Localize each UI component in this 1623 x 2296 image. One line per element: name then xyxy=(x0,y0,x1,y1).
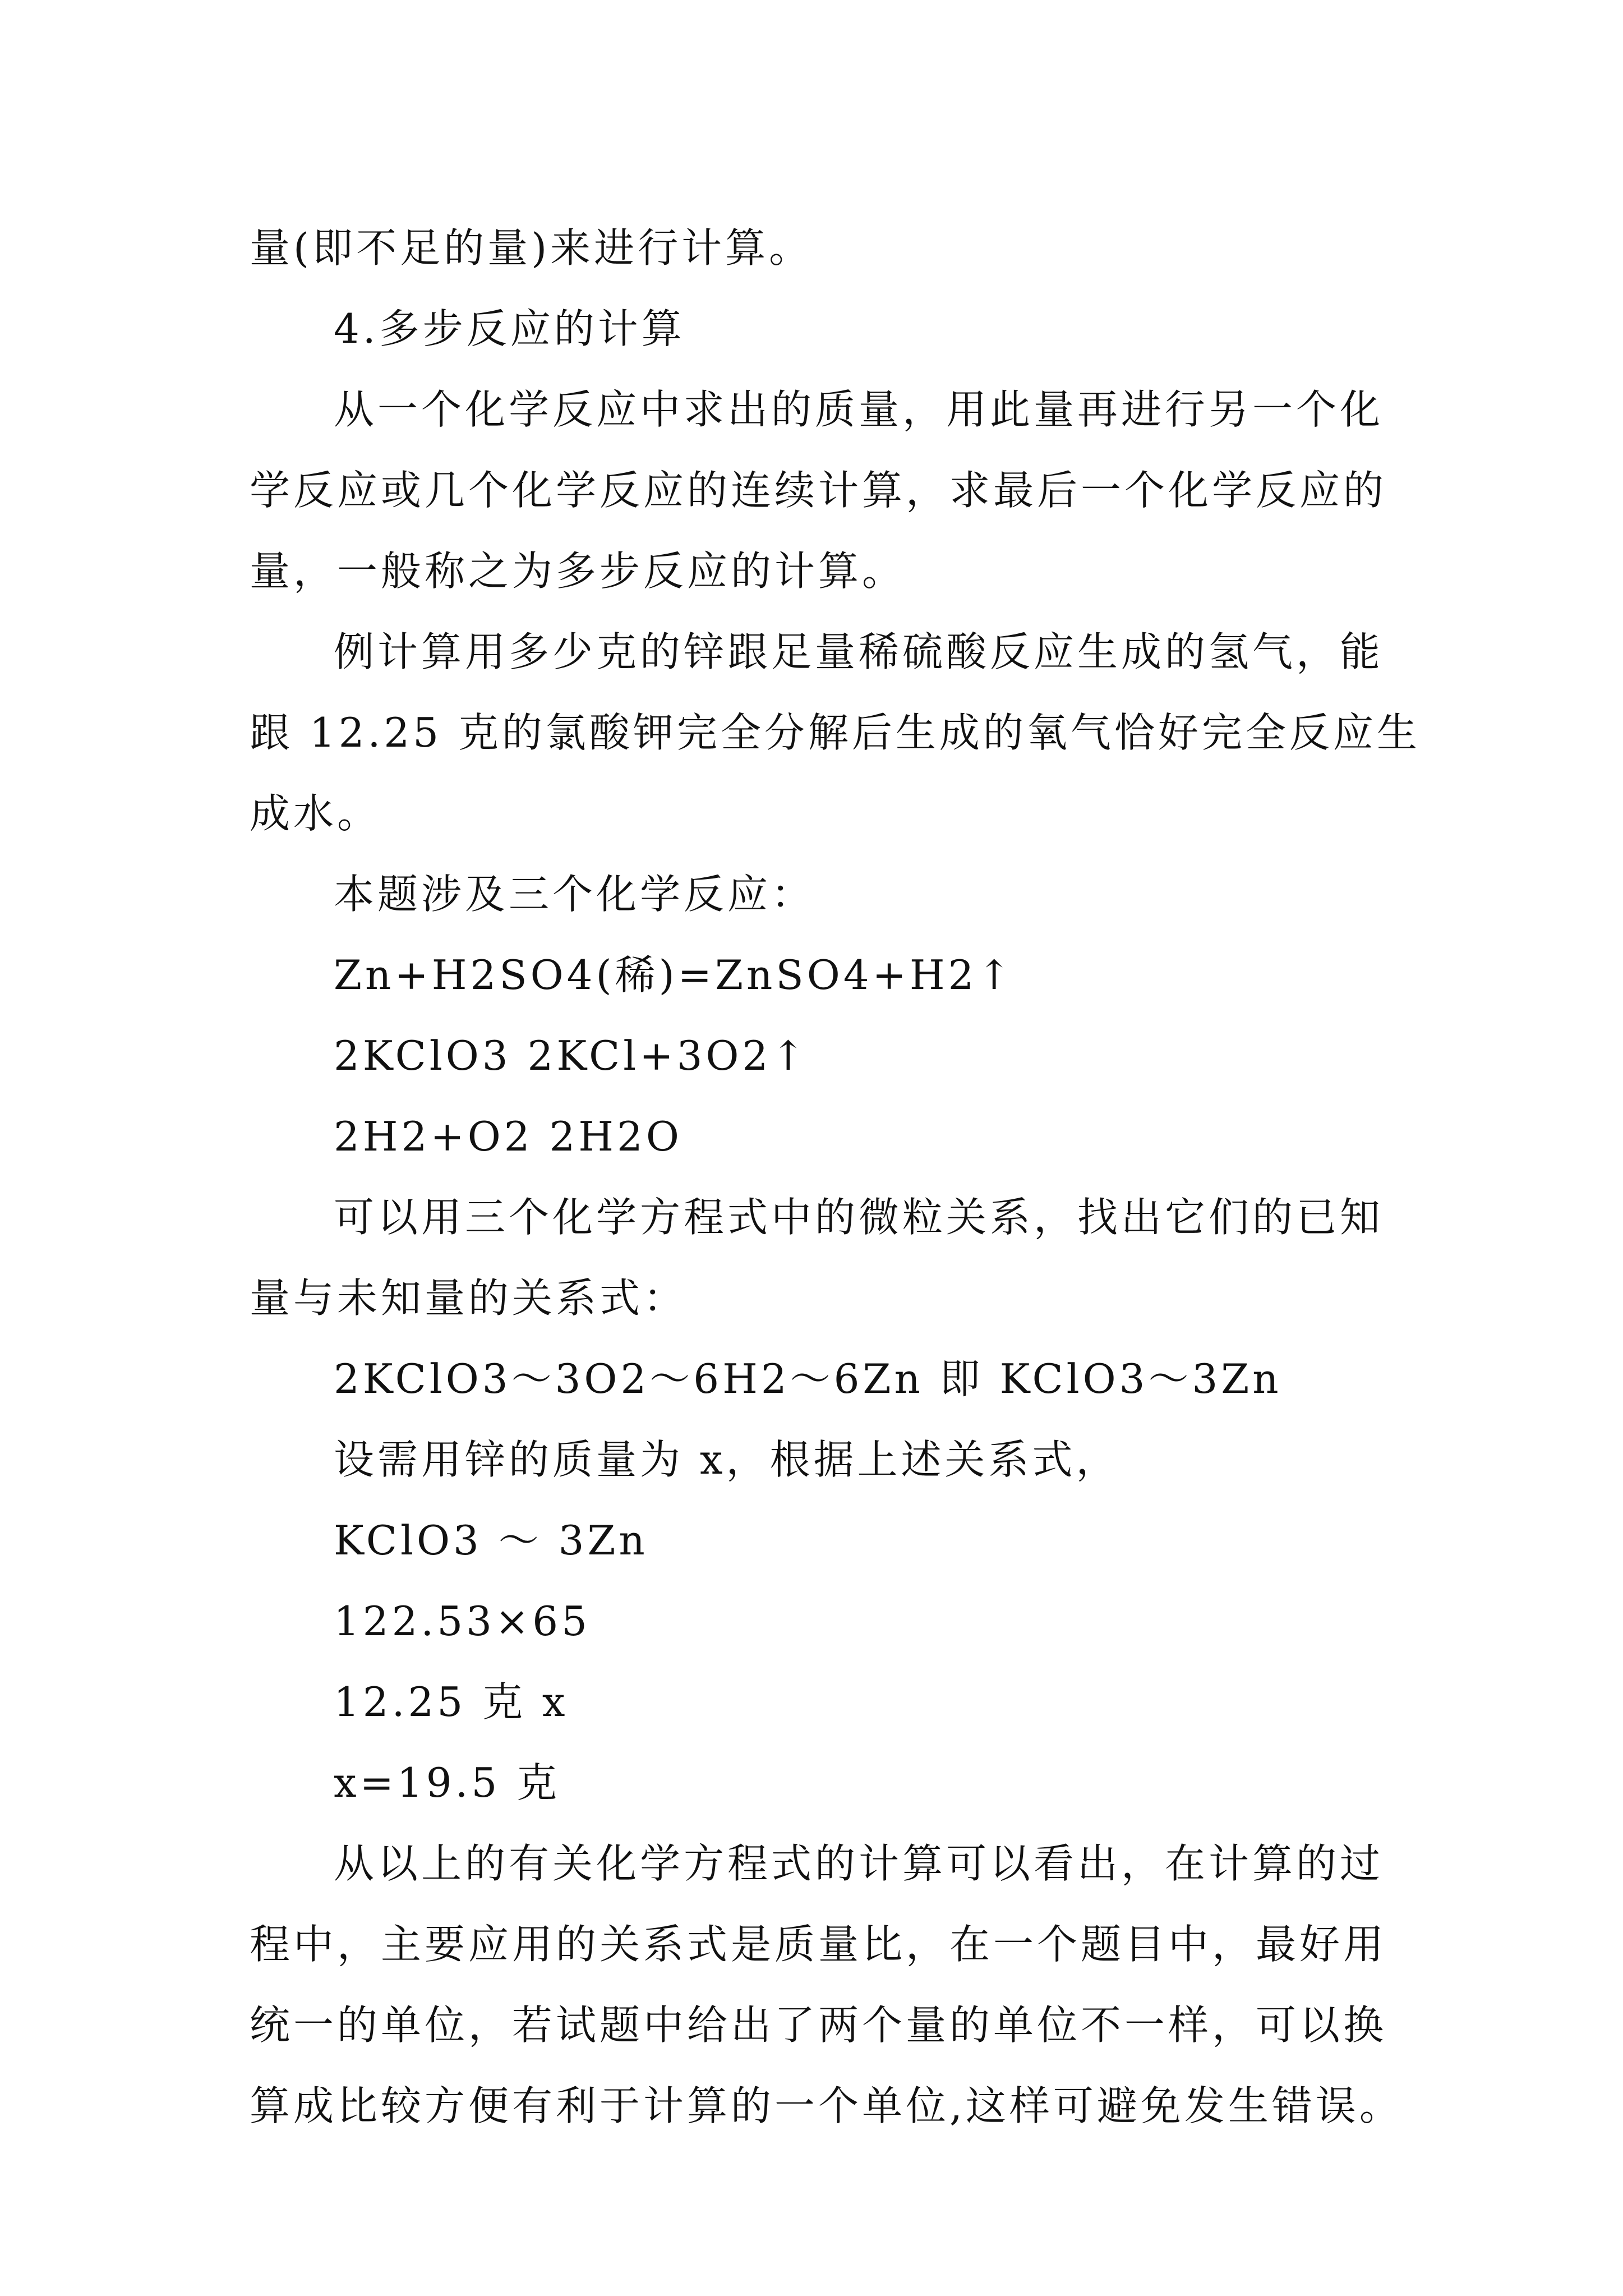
text-line-5: 量，一般称之为多步反应的计算。 xyxy=(250,547,906,595)
example-line-2: 跟 12.25 克的氯酸钾完全分解后生成的氧气恰好完全反应生 xyxy=(250,709,1421,756)
relation-line-2: 量与未知量的关系式： xyxy=(250,1274,688,1322)
text-line-4: 学反应或几个化学反应的连续计算，求最后一个化学反应的 xyxy=(250,467,1387,514)
calculation-relation: KClO3 ～ 3Zn xyxy=(334,1517,648,1564)
equation-1: Zn+H2SO4(稀)=ZnSO4+H2↑ xyxy=(334,951,1015,999)
example-line-3: 成水。 xyxy=(250,790,381,837)
text-line-3: 从一个化学反应中求出的质量，用此量再进行另一个化 xyxy=(334,386,1384,433)
summary-line-4: 算成比较方便有利于计算的一个单位,这样可避免发生错误。 xyxy=(250,2082,1403,2129)
document-body xyxy=(250,208,1421,2146)
equation-2: 2KClO3 2KCl+3O2↑ xyxy=(334,1032,809,1079)
calculation-given: 12.25 克 x xyxy=(334,1678,569,1726)
summary-line-3: 统一的单位，若试题中给出了两个量的单位不一样，可以换 xyxy=(250,2001,1387,2049)
summary-line-2: 程中，主要应用的关系式是质量比，在一个题目中，最好用 xyxy=(250,1921,1387,1968)
text-line-1: 量(即不足的量)来进行计算。 xyxy=(250,224,813,272)
relation-line-1: 可以用三个化学方程式中的微粒关系，找出它们的已知 xyxy=(334,1194,1384,1241)
calculation-setup: 设需用锌的质量为 x，根据上述关系式， xyxy=(334,1436,1120,1483)
reaction-intro: 本题涉及三个化学反应： xyxy=(334,871,815,918)
summary-line-1: 从以上的有关化学方程式的计算可以看出，在计算的过 xyxy=(334,1840,1384,1887)
equation-3: 2H2+O2 2H2O xyxy=(334,1113,683,1160)
calculation-masses: 122.53×65 xyxy=(334,1598,591,1645)
relation-formula: 2KClO3～3O2～6H2～6Zn 即 KClO3～3Zn xyxy=(334,1355,1282,1402)
section-heading: 4.多步反应的计算 xyxy=(334,305,685,352)
example-line-1: 例计算用多少克的锌跟足量稀硫酸反应生成的氢气，能 xyxy=(334,628,1384,675)
calculation-result: x=19.5 克 xyxy=(334,1759,561,1806)
